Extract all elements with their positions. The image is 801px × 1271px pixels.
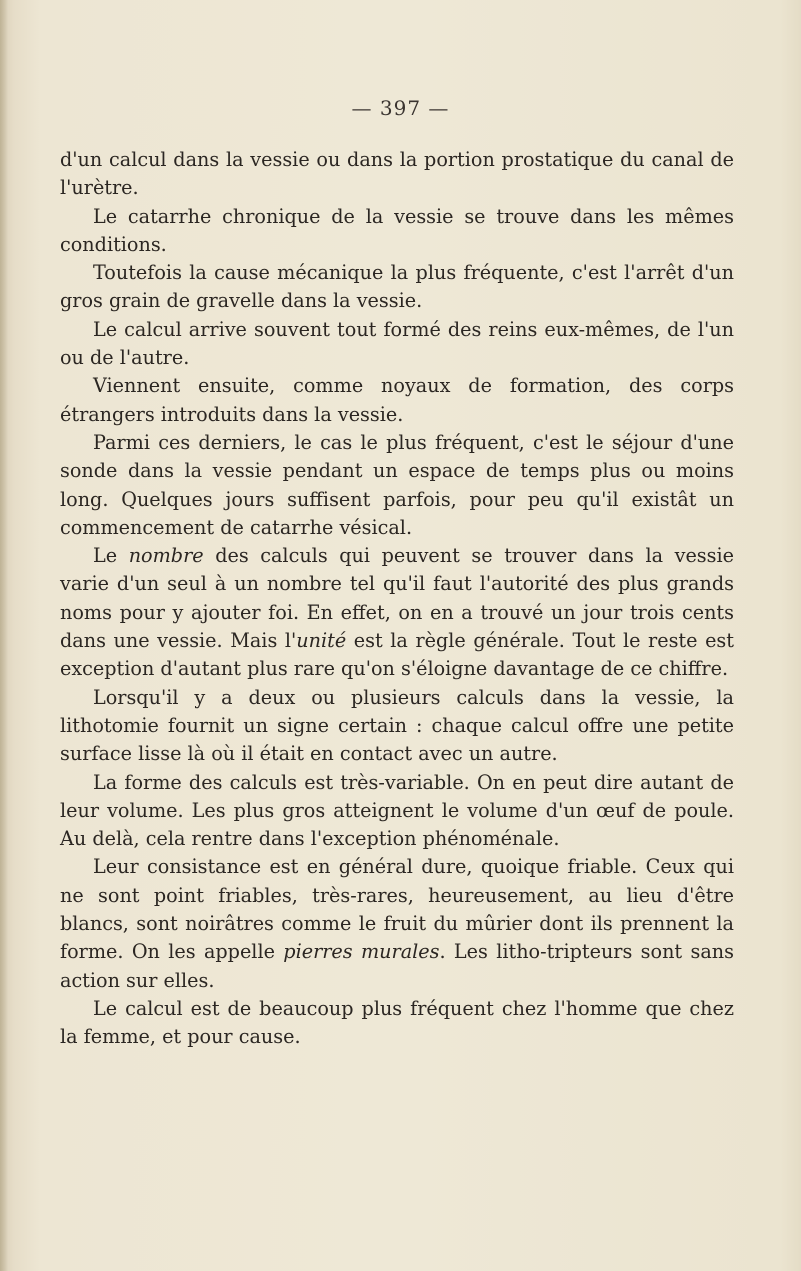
text-run: Le bbox=[93, 544, 129, 568]
paragraph: Le calcul est de beaucoup plus fréquent chez l'homme que chez la femme, et pour cause. bbox=[60, 996, 734, 1049]
page-body-text bbox=[60, 146, 734, 1052]
paragraph bbox=[60, 542, 734, 683]
text-run: des calculs qui peuvent se trouver dans la vessie varie d'un seul à un nombre tel qu'il faut l'autorité des plus grands noms pour y ajouter foi. En effet, on en a trouvé un jour trois cents dans une vessie. Mais l' bbox=[60, 544, 734, 653]
paragraph: Toutefois la cause mécanique la plus fréquente, c'est l'arrêt d'un gros grain de gravelle dans la vessie. bbox=[60, 261, 734, 313]
text-run: . Les litho-tripteurs sont sans action sur elles. bbox=[60, 940, 734, 992]
italic-term: pierres murales bbox=[283, 940, 440, 964]
paragraph: Viennent ensuite, comme noyaux de formation, des corps étrangers introduits dans la vessie. bbox=[60, 374, 734, 426]
text-run: Leur consistance est en général dure, quoique friable. Ceux qui ne sont point friables, très-rares, heureusement, au lieu d'être blancs, sont noirâtres comme le fruit du mûrier dont ils prennent la forme. On les appelle bbox=[60, 855, 734, 964]
paragraph: Parmi ces derniers, le cas le plus fréquent, c'est le séjour d'une sonde dans la vessie pendant un espace de temps plus ou moins long. Quelques jours suffisent parfois, pour peu qu'il existât un commencement de catarrhe vésical. bbox=[60, 430, 734, 539]
italic-term: unité bbox=[296, 629, 347, 653]
page-edge-shadow bbox=[0, 0, 8, 1271]
paragraph: Le calcul arrive souvent tout formé des reins eux-mêmes, de l'un ou de l'autre. bbox=[60, 317, 734, 370]
text-run: est la règle générale. Tout le reste est exception d'autant plus rare qu'on s'éloigne davantage de ce chiffre. bbox=[60, 629, 734, 681]
paragraph: Le catarrhe chronique de la vessie se trouve dans les mêmes conditions. bbox=[60, 204, 734, 256]
paragraph: d'un calcul dans la vessie ou dans la portion prostatique du canal de l'urètre. bbox=[60, 148, 734, 200]
paragraph bbox=[60, 853, 734, 994]
paragraph: Lorsqu'il y a deux ou plusieurs calculs dans la vessie, la lithotomie fournit un signe certain : chaque calcul offre une petite surface lisse là où il était en contact avec un autre. bbox=[60, 685, 734, 766]
italic-term: nombre bbox=[128, 544, 204, 568]
paragraph: La forme des calculs est très-variable. On en peut dire autant de leur volume. Les plus gros atteignent le volume d'un œuf de poule. Au delà, cela rentre dans l'exception phénoménale. bbox=[60, 770, 734, 851]
page-number: — 397 — bbox=[351, 96, 450, 120]
